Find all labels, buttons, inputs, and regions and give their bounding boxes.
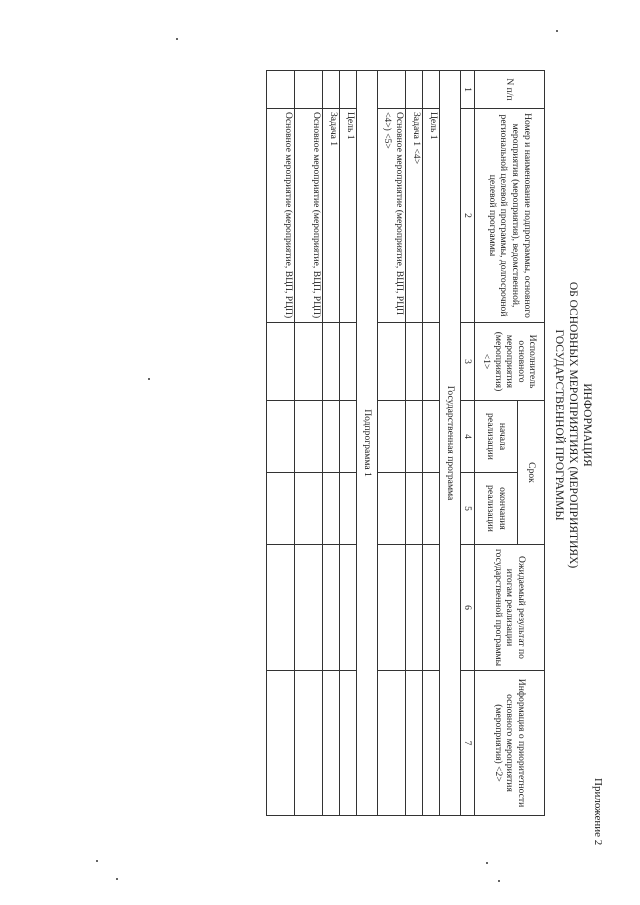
row-label: Основное мероприятие (мероприятие, ВЦП, РЦП <4>) <5> (378, 109, 406, 323)
row-label: Задача 1 (323, 109, 340, 323)
appendix-label: Приложение 2 (592, 778, 604, 846)
row-label: Задача 1 <4> (406, 109, 423, 323)
header-end: окончания реализации (475, 473, 518, 545)
row-label: Цель 1 (423, 109, 440, 323)
table-row (267, 71, 295, 816)
table-row (295, 71, 323, 816)
column-number: 6 (461, 545, 475, 671)
row-label: Основное мероприятие (мероприятие, ВЦП, РЦП) (295, 109, 323, 323)
scan-speck (486, 862, 488, 864)
header-term: Срок (518, 401, 545, 545)
table-row (406, 71, 423, 816)
header-priority: Информация о приоритетности основного мероприятия (мероприятия) <2> (475, 671, 545, 816)
scan-speck (96, 860, 98, 862)
scan-speck (148, 378, 150, 380)
section-label: Подпрограмма 1 (357, 71, 378, 816)
title-line-2: ОБ ОСНОВНЫХ МЕРОПРИЯТИЯХ (МЕРОПРИЯТИЯХ) (567, 281, 579, 569)
header-num: N п/п (475, 71, 545, 109)
column-number: 7 (461, 671, 475, 816)
table-row (323, 71, 340, 816)
table-row (423, 71, 440, 816)
column-number: 5 (461, 473, 475, 545)
column-number: 3 (461, 323, 475, 401)
scan-speck (498, 880, 500, 882)
header-executor: Исполнитель основного мероприятия (мероприятия) <1> (475, 323, 545, 401)
scan-speck (116, 878, 118, 880)
table-row (378, 71, 406, 816)
header-row (518, 71, 545, 816)
column-number: 2 (461, 109, 475, 323)
header-result: Ожидаемый результат по итогам реализации государственной программы (475, 545, 545, 671)
column-number-row (461, 71, 475, 816)
scan-speck (556, 30, 558, 32)
scan-speck (176, 38, 178, 40)
title-line-1: ИНФОРМАЦИЯ (581, 383, 593, 467)
header-start: начала реализации (475, 401, 518, 473)
section-label: Государственная программа (440, 71, 461, 816)
section-row-subprogram (357, 71, 378, 816)
document-title (552, 100, 594, 750)
header-name: Номер и наименование подпрограммы, основного мероприятия (мероприятия), ведомственной, региональной целевой программы, долгосрочной целевой программы (475, 109, 545, 323)
table-row (340, 71, 357, 816)
column-number: 4 (461, 401, 475, 473)
section-row-state-program (440, 71, 461, 816)
column-number: 1 (461, 71, 475, 109)
measures-table (266, 70, 545, 816)
row-label: Основное мероприятие (мероприятие, ВЦП, РЦП) (267, 109, 295, 323)
row-label: Цель 1 (340, 109, 357, 323)
title-line-3: ГОСУДАРСТВЕННОЙ ПРОГРАММЫ (553, 329, 565, 521)
